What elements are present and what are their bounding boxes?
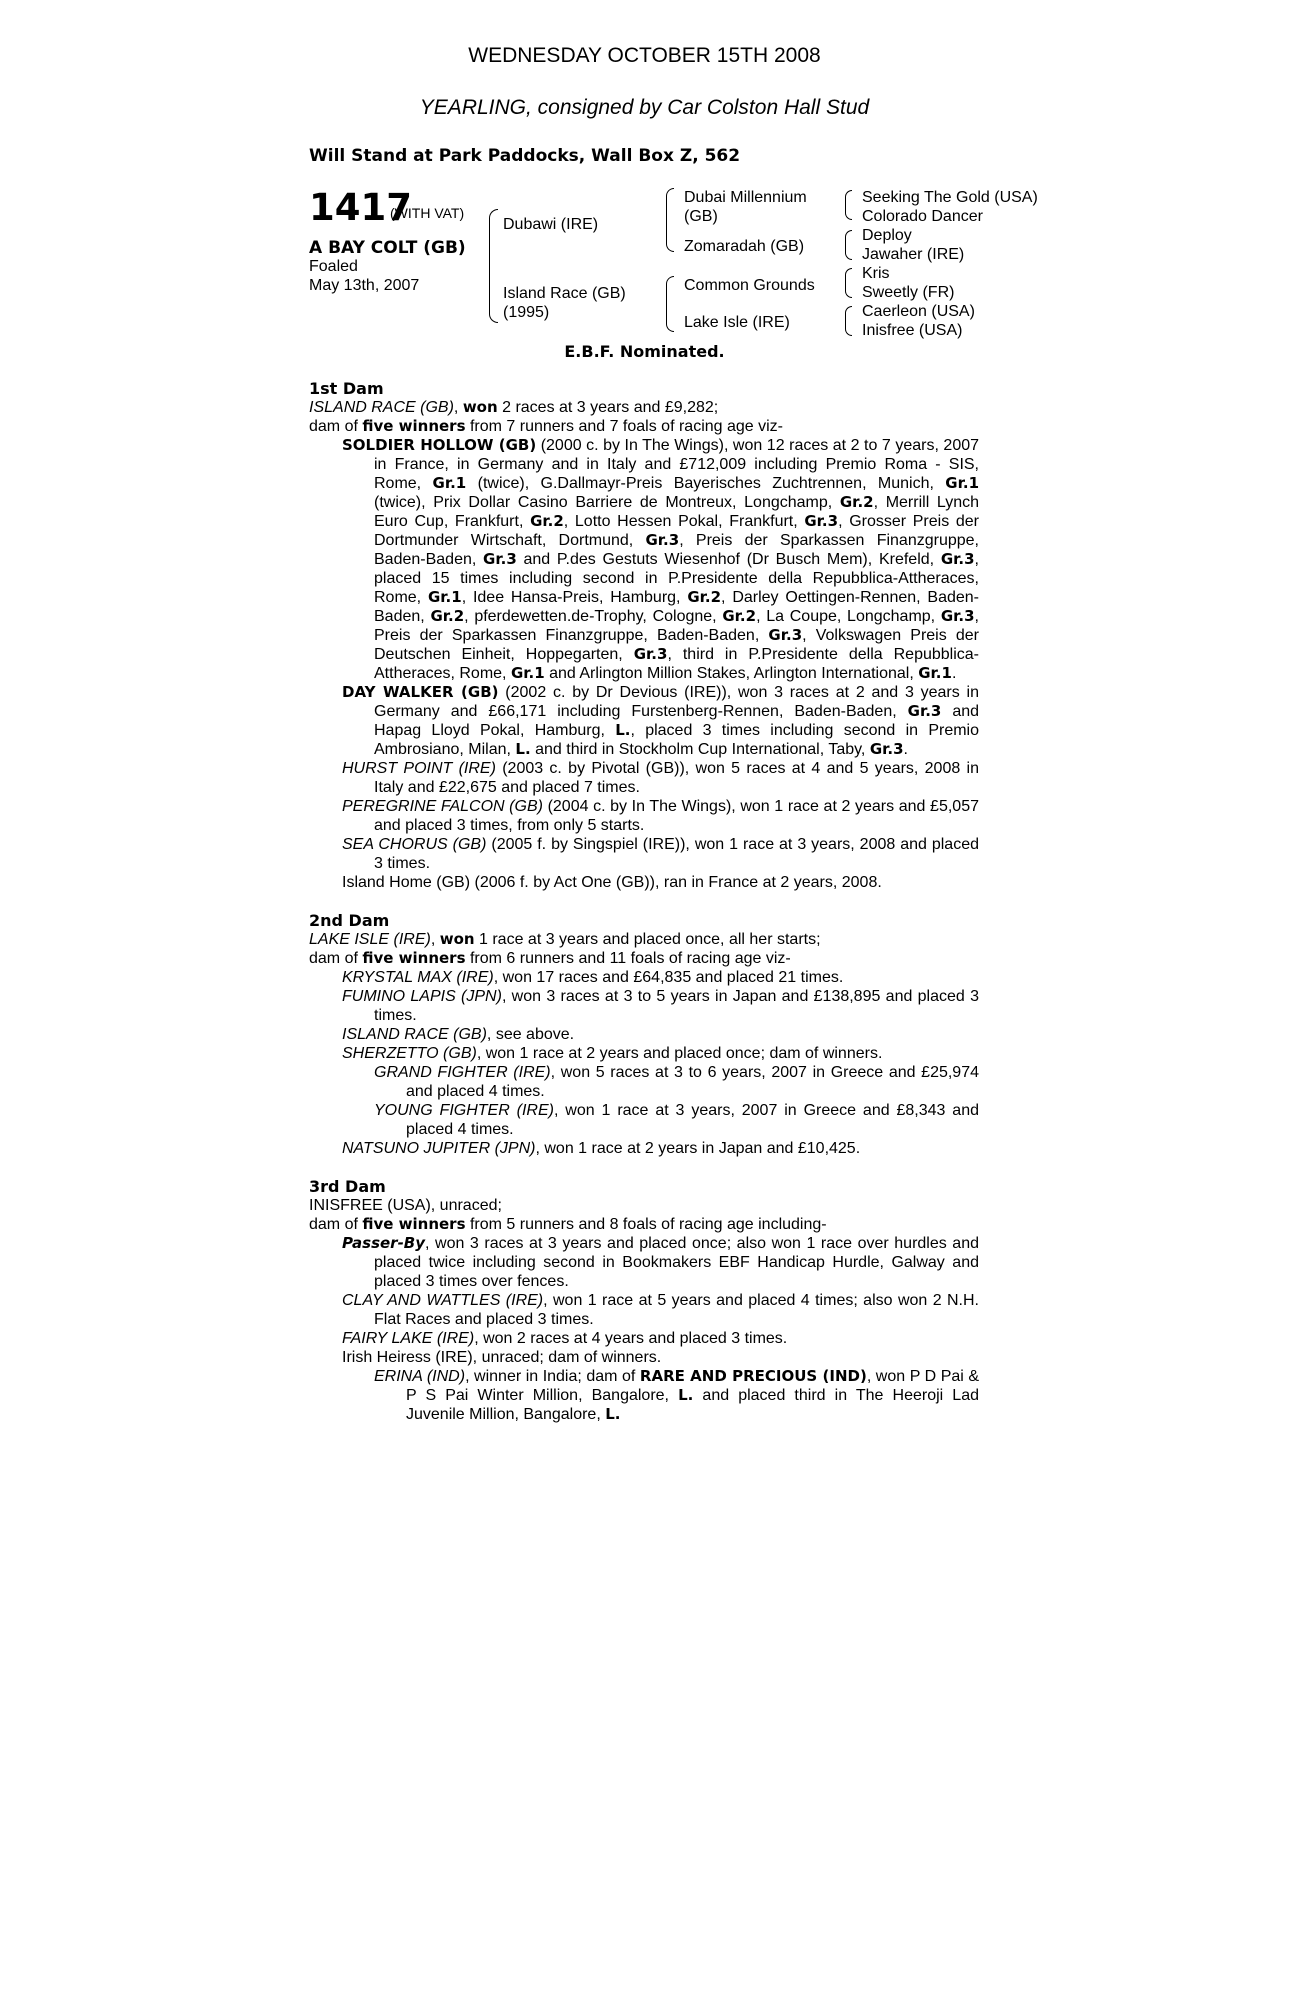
produce-fairy-lake: FAIRY LAKE (IRE), won 2 races at 4 years and placed 3 times.: [342, 1330, 788, 1347]
produce-passer-by: Passer-By, won 3 races at 3 years and placed once; also won 1 race over hurdles and placed twice including second in Bookmakers EBF Handicap Hurdle, Galway and placed 3 times over fences.: [342, 1234, 979, 1290]
produce-irish-heiress: Irish Heiress (IRE), unraced; dam of winners.: [342, 1349, 662, 1366]
produce-erina: ERINA (IND), winner in India; dam of RARE AND PRECIOUS (IND), won P D Pai & P S Pai Winter Million, Bangalore, L. and placed third in The Heeroji Lad Juvenile Million, Bangalore, L.: [374, 1367, 980, 1423]
pedigree-bracket-dam: [666, 276, 674, 332]
sale-date: WEDNESDAY OCTOBER 15TH 2008: [468, 44, 821, 67]
pedigree-sd-sire: Deploy: [862, 227, 912, 244]
produce-fumino-lapis: FUMINO LAPIS (JPN), won 3 races at 3 to 5 years in Japan and £138,895 and placed 3 times.: [342, 988, 980, 1024]
lot-number: 1417: [309, 186, 412, 229]
third-dam-record: INISFREE (USA), unraced;: [309, 1197, 502, 1214]
produce-natsuno-jupiter: NATSUNO JUPITER (JPN), won 1 race at 2 years in Japan and £10,425.: [342, 1140, 861, 1157]
stand-location: Will Stand at Park Paddocks, Wall Box Z, 562: [309, 146, 741, 166]
third-dam-heading: 3rd Dam: [309, 1177, 386, 1196]
pedigree-dam-sire: Common Grounds: [684, 277, 815, 294]
first-dam-record: ISLAND RACE (GB), won 2 races at 3 years and £9,282;: [309, 398, 719, 416]
produce-grand-fighter: GRAND FIGHTER (IRE), won 5 races at 3 to 6 years, 2007 in Greece and £25,974 and placed 4 times.: [374, 1064, 980, 1100]
pedigree-sire-sire: Dubai Millennium: [684, 189, 807, 206]
third-dam-produce: dam of five winners from 5 runners and 8 foals of racing age including-: [309, 1215, 827, 1233]
lot-name: A BAY COLT (GB): [309, 238, 466, 258]
second-dam-produce: dam of five winners from 6 runners and 11 foals of racing age viz-: [309, 949, 791, 967]
pedigree-bracket-ds: [845, 268, 852, 298]
second-dam-record: LAKE ISLE (IRE), won 1 race at 3 years and placed once, all her starts;: [309, 930, 821, 948]
consignment-line: YEARLING, consigned by Car Colston Hall Stud: [419, 96, 870, 119]
produce-island-race: ISLAND RACE (GB), see above.: [342, 1026, 575, 1043]
foaled-label: Foaled: [309, 258, 358, 275]
pedigree-dam-year: (1995): [503, 304, 550, 321]
ebf-nominated: E.B.F. Nominated.: [564, 342, 725, 361]
pedigree-ds-sire: Kris: [862, 265, 890, 282]
pedigree-sire-sire-origin: (GB): [684, 208, 718, 225]
produce-sherzetto: SHERZETTO (GB), won 1 race at 2 years and placed once; dam of winners.: [342, 1045, 883, 1062]
pedigree-sire: Dubawi (IRE): [503, 216, 599, 233]
pedigree-sire-dam: Zomaradah (GB): [684, 238, 805, 255]
produce-krystal-max: KRYSTAL MAX (IRE), won 17 races and £64,835 and placed 21 times.: [342, 969, 844, 986]
pedigree-bracket-sire: [666, 188, 674, 252]
produce-clay-and-wattles: CLAY AND WATTLES (IRE), won 1 race at 5 years and placed 4 times; also won 2 N.H. Flat Races and placed 3 times.: [342, 1292, 979, 1328]
pedigree-bracket-main: [489, 209, 498, 323]
produce-peregrine-falcon: PEREGRINE FALCON (GB) (2004 c. by In The Wings), won 1 race at 2 years and £5,057 and placed 3 times, from only 5 starts.: [342, 798, 979, 834]
pedigree-dd-dam: Inisfree (USA): [862, 322, 963, 339]
produce-young-fighter: YOUNG FIGHTER (IRE), won 1 race at 3 years, 2007 in Greece and £8,343 and placed 4 times.: [374, 1102, 980, 1138]
produce-day-walker: DAY WALKER (GB) (2002 c. by Dr Devious (IRE)), won 3 races at 2 and 3 years in Germany and £66,171 including Furstenberg-Rennen, Baden-Baden, Gr.3 and Hapag Lloyd Pokal, Hamburg, L., placed 3 times including second in Premio Ambrosiano, Milan, L. and third in Stockholm Cup International, Taby, Gr.3.: [342, 683, 980, 758]
pedigree-dam: Island Race (GB): [503, 285, 626, 302]
pedigree-ss-sire: Seeking The Gold (USA): [862, 189, 1038, 206]
pedigree-sd-dam: Jawaher (IRE): [862, 246, 965, 263]
produce-island-home: Island Home (GB) (2006 f. by Act One (GB)), ran in France at 2 years, 2008.: [342, 874, 882, 891]
pedigree-dd-sire: Caerleon (USA): [862, 303, 975, 320]
foaled-date: May 13th, 2007: [309, 277, 420, 294]
foaled-info: [309, 257, 419, 295]
produce-sea-chorus: SEA CHORUS (GB) (2005 f. by Singspiel (IRE)), won 1 race at 3 years, 2008 and placed 3 times.: [342, 836, 979, 872]
produce-soldier-hollow: SOLDIER HOLLOW (GB) (2000 c. by In The Wings), won 12 races at 2 to 7 years, 2007 in France, in Germany and in Italy and £712,009 including Premio Roma - SIS, Rome, Gr.1 (twice), G.Dallmayr-Preis Bayerisches Zuchtrennen, Munich, Gr.1 (twice), Prix Dollar Casino Barriere de Montreux, Longchamp, Gr.2, Merrill Lynch Euro Cup, Frankfurt, Gr.2, Lotto Hessen Pokal, Frankfurt, Gr.3, Grosser Preis der Dortmunder Wirtschaft, Dortmund, Gr.3, Preis der Sparkassen Finanzgruppe, Baden-Baden, Gr.3 and P.des Gestuts Wiesenhof (Dr Busch Mem), Krefeld, Gr.3, placed 15 times including second in P.Presidente della Repubblica-Attheraces, Rome, Gr.1, Idee Hansa-Preis, Hamburg, Gr.2, Darley Oettingen-Rennen, Baden-Baden, Gr.2, pferdewetten.de-Trophy, Cologne, Gr.2, La Coupe, Longchamp, Gr.3, Preis der Sparkassen Finanzgruppe, Baden-Baden, Gr.3, Volkswagen Preis der Deutschen Einheit, Hoppegarten, Gr.3, third in P.Presidente della Repubblica-Attheraces, Rome, Gr.1 and Arlington Million Stakes, Arlington International, Gr.1.: [342, 436, 980, 682]
catalogue-body: [309, 379, 979, 1424]
pedigree-dam-dam: Lake Isle (IRE): [684, 314, 790, 331]
vat-note: (WITH VAT): [390, 205, 465, 221]
pedigree-ss-dam: Colorado Dancer: [862, 208, 983, 225]
first-dam-heading: 1st Dam: [309, 379, 384, 398]
pedigree-bracket-sd: [845, 230, 852, 260]
produce-hurst-point: HURST POINT (IRE) (2003 c. by Pivotal (GB)), won 5 races at 4 and 5 years, 2008 in Italy and £22,675 and placed 7 times.: [342, 760, 980, 796]
pedigree-bracket-dd: [845, 306, 852, 336]
second-dam-heading: 2nd Dam: [309, 911, 390, 930]
first-dam-produce: dam of five winners from 7 runners and 7 foals of racing age viz-: [309, 417, 784, 435]
pedigree-bracket-ss: [845, 190, 852, 220]
pedigree-ds-dam: Sweetly (FR): [862, 284, 955, 301]
